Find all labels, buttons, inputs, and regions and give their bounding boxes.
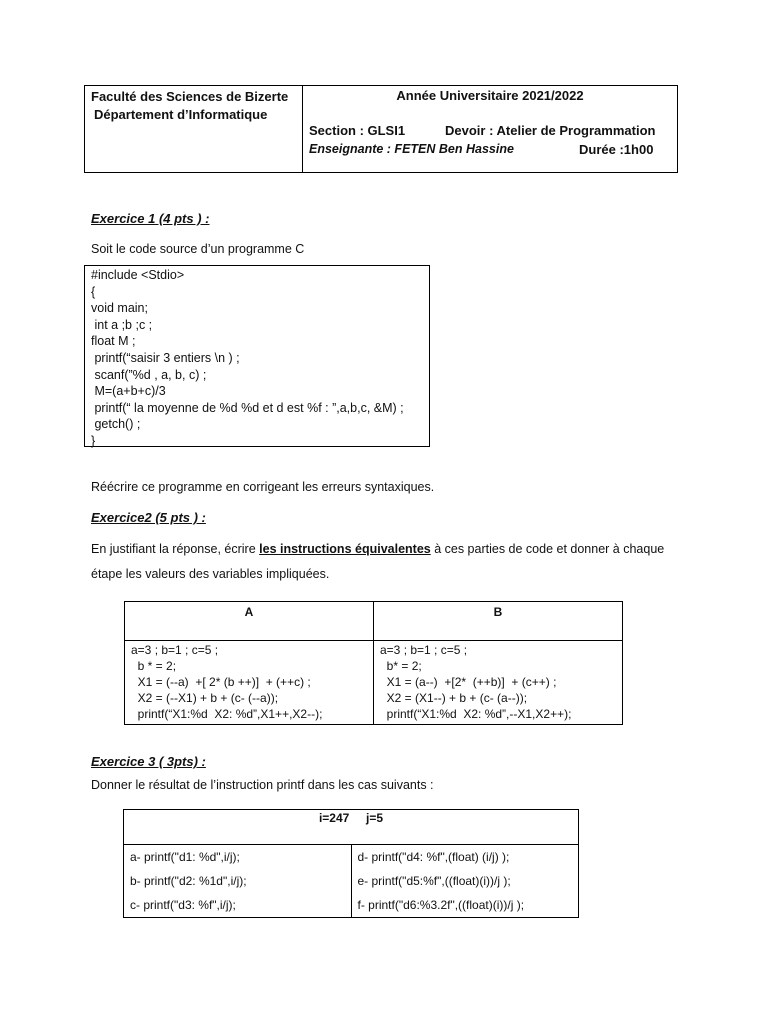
case-a: a- printf("d1: %d",i/j); xyxy=(130,850,240,864)
academic-year: Année Universitaire 2021/2022 xyxy=(396,88,584,103)
exercise2-table xyxy=(124,601,623,725)
exercise2-text xyxy=(91,542,664,556)
case-d: d- printf("d4: %f",(float) (i/j) ); xyxy=(357,850,510,864)
exam-header xyxy=(84,85,678,173)
exercise1-instruction: Réécrire ce programme en corrigeant les erreurs syntaxiques. xyxy=(91,480,435,494)
exercise3-left-cases xyxy=(124,845,352,918)
exercise1-intro: Soit le code source d’un programme C xyxy=(91,242,305,256)
faculty-name: Faculté des Sciences de Bizerte xyxy=(91,89,289,104)
exercise2-emphasis: les instructions équivalentes xyxy=(259,542,431,556)
department-name: Département d’Informatique xyxy=(94,107,268,122)
section-label: Section : GLSI1 xyxy=(309,123,406,138)
case-e: e- printf("d5:%f",((float)(i))/j ); xyxy=(357,874,511,888)
case-c: c- printf("d3: %f",i/j); xyxy=(130,898,236,912)
code-b-cell: a=3 ; b=1 ; c=5 ; b* = 2; X1 = (a--) +[2* (++b)] + (c++) ; X2 = (X1--) + b + (c- (a--)); printf(“X1:%d X2: %d”,--X1,X2++); xyxy=(374,641,623,725)
exercise3-intro: Donner le résultat de l’instruction printf dans les cas suivants : xyxy=(91,778,434,792)
exercise3-table xyxy=(123,809,579,918)
exam-duration: Durée :1h00 xyxy=(579,142,654,157)
header-exam-info xyxy=(303,86,677,172)
code-a-cell: a=3 ; b=1 ; c=5 ; b * = 2; X1 = (--a) +[ 2* (b ++)] + (++c) ; X2 = (--X1) + b + (c- (--a)); printf(“X1:%d X2: %d”,X1++,X2--); xyxy=(125,641,374,725)
exercise2-text-start: En justifiant la réponse, écrire xyxy=(91,542,260,556)
teacher-name: Enseignante : FETEN Ben Hassine xyxy=(309,142,514,156)
case-b: b- printf("d2: %1d",i/j); xyxy=(130,874,247,888)
column-b-header: B xyxy=(374,602,623,641)
exercise1-code-box: #include <Stdio> { void main; int a ;b ;c ; float M ; printf(“saisir 3 entiers \n ) ; scanf(”%d , a, b, c) ; M=(a+b+c)/3 printf(“ la moyenne de %d %d et d est %f : ”,a,b,c, &M) ; getch() ; } xyxy=(84,265,430,447)
exercise3-title: Exercice 3 ( 3pts) : xyxy=(91,754,206,769)
case-f: f- printf("d6:%3.2f",((float)(i))/j ); xyxy=(357,898,525,912)
exercise2-text-line2: étape les valeurs des variables impliquées. xyxy=(91,567,330,581)
exercise3-variables-header: i=247 j=5 xyxy=(124,810,579,845)
exam-subject: Devoir : Atelier de Programmation xyxy=(445,123,656,138)
exercise2-text-end: à ces parties de code et donner à chaque xyxy=(430,542,665,556)
exercise2-title: Exercice2 (5 pts ) : xyxy=(91,510,206,525)
exercise1-title: Exercice 1 (4 pts ) : xyxy=(91,211,210,226)
column-a-header: A xyxy=(125,602,374,641)
header-institution xyxy=(85,86,303,172)
exercise3-right-cases xyxy=(351,845,579,918)
